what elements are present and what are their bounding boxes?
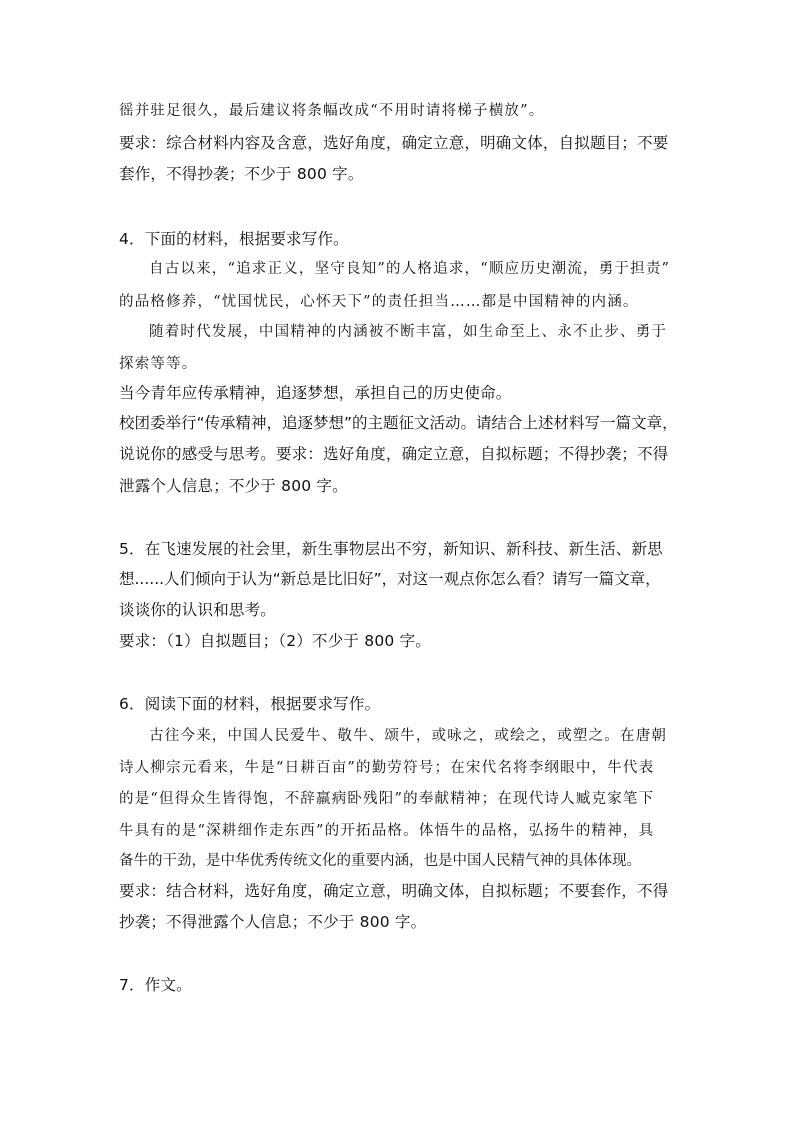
q6-heading: 6．阅读下面的材料，根据要求写作。 <box>119 695 381 713</box>
q6-material-line-3: 的是“但得众生皆得饱，不辞羸病卧残阳”的奉献精神；在现代诗人臧克家笔下 <box>119 791 655 807</box>
q6-material-line-1: 古往今来，中国人民爱牛、敬牛、颂牛，或咏之，或绘之，或塑之。在唐朝 <box>149 728 668 744</box>
q4-prompt-line-1: 当今青年应传承精神，追逐梦想，承担自己的历史使命。 <box>119 384 512 402</box>
q4-material-line-4: 探索等等。 <box>119 356 198 372</box>
q5-heading-line-3: 谈谈你的认识和思考。 <box>119 601 277 619</box>
q6-material-line-5: 备牛的干劲，是中华优秀传统文化的重要内涵，也是中国人民精气神的具体体现。 <box>119 853 641 869</box>
q3-requirement-line-1: 要求：综合材料内容及含意，选好角度，确定立意，明确文体，自拟题目；不要 <box>119 134 669 152</box>
q6-material-line-4: 牛具有的是“深耕细作走东西”的开拓品格。体悟牛的品格，弘扬牛的精神，具 <box>119 823 655 839</box>
q4-requirement-line-2: 泄露个人信息；不少于 800 字。 <box>119 477 348 495</box>
q5-heading-line-2: 想......人们倾向于认为“新总是比旧好”，对这一观点你怎么看？请写一篇文章， <box>119 570 661 588</box>
q4-material-line-1: 自古以来，“追求正义，坚守良知”的人格追求，“顺应历史潮流，勇于担责” <box>149 261 671 277</box>
q4-requirement-line-1: 说说你的感受与思考。要求：选好角度，确定立意，自拟标题；不得抄袭；不得 <box>119 445 669 463</box>
q5-heading-line-1: 5．在飞速发展的社会里，新生事物层出不穷，新知识、新科技、新生活、新思 <box>119 540 663 558</box>
q6-requirement-line-1: 要求：结合材料，选好角度，确定立意，明确文体，自拟标题；不要套作，不得 <box>119 882 669 900</box>
q4-heading: 4．下面的材料，根据要求写作。 <box>119 230 349 248</box>
q4-prompt-line-2: 校团委举行“传承精神，追逐梦想”的主题征文活动。请结合上述材料写一篇文章， <box>119 414 678 432</box>
q4-material-line-3: 随着时代发展，中国精神的内涵被不断丰富，如生命至上、永不止步、勇于 <box>149 324 668 340</box>
q6-requirement-line-2: 抄袭；不得泄露个人信息；不少于 800 字。 <box>119 913 427 931</box>
q3-material-end-line: 徭并驻足很久，最后建议将条幅改成“不用时请将梯子横放”。 <box>119 103 545 119</box>
q4-material-line-2: 的品格修养，“忧国忧民，心怀天下”的责任担当……都是中国精神的内涵。 <box>119 294 639 310</box>
q7-heading: 7．作文。 <box>119 976 192 994</box>
q5-requirement-line: 要求：（1）自拟题目；（2）不少于 800 字。 <box>119 632 431 650</box>
q6-material-line-2: 诗人柳宗元看来，牛是“日耕百亩”的勤劳符号；在宋代名将李纲眼中，牛代表 <box>119 760 655 776</box>
q3-requirement-line-2: 套作，不得抄袭；不少于 800 字。 <box>119 165 364 183</box>
